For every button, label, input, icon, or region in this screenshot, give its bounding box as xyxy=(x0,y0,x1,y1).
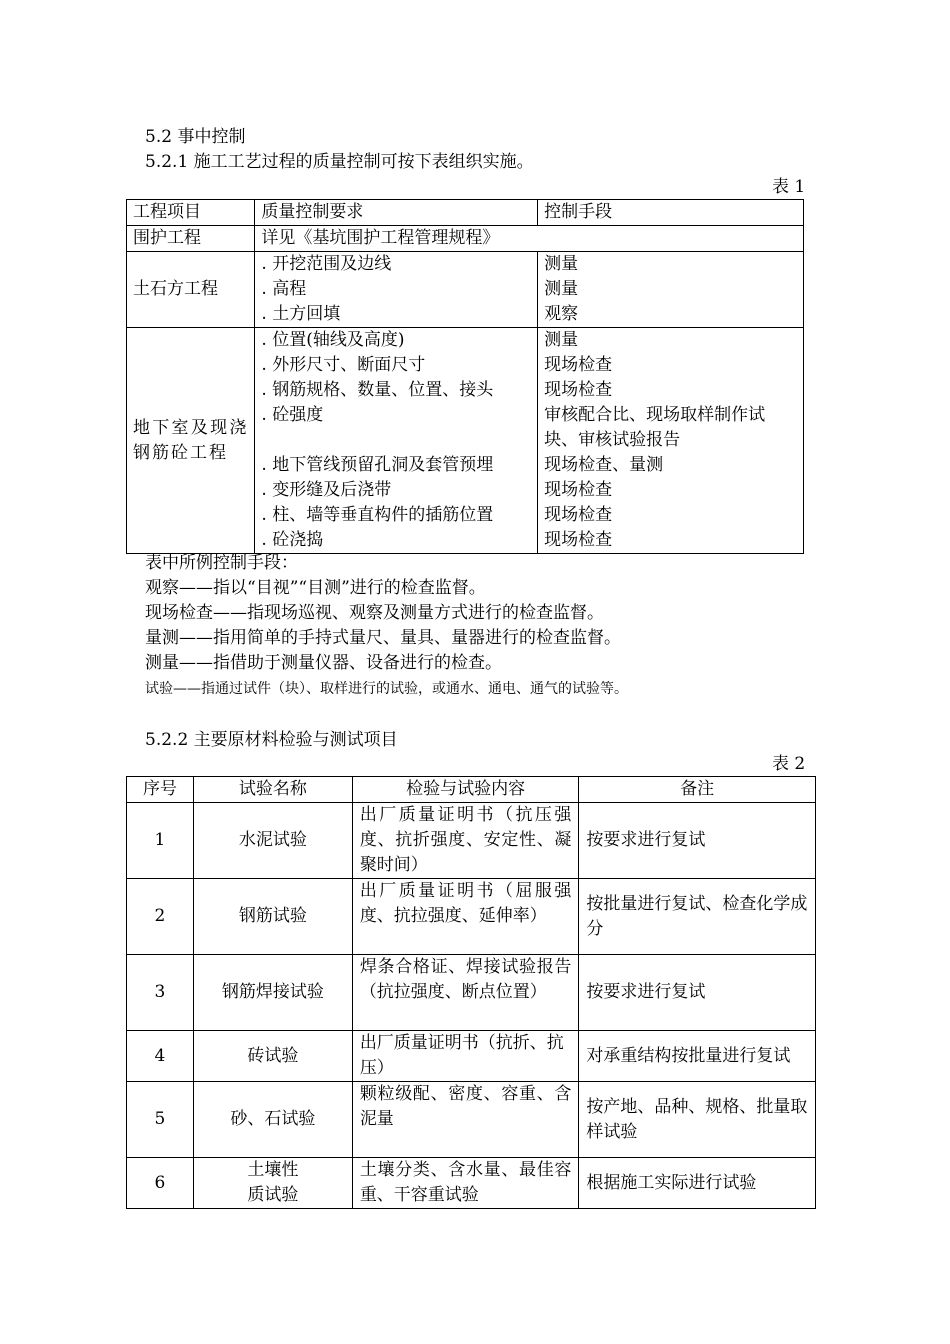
row-number: 1 xyxy=(127,803,194,879)
row-content: 出厂质量证明书（屈服强度、抗拉强度、延伸率） xyxy=(352,879,579,955)
row-content: 出厂质量证明书（抗折、抗压） xyxy=(352,1031,579,1082)
row-remark: 根据施工实际进行试验 xyxy=(579,1158,816,1209)
row-number: 2 xyxy=(127,879,194,955)
section2-heading: 5.2.2 主要原材料检验与测试项目 xyxy=(145,730,398,750)
means-line: 审核配合比、现场取样制作试 xyxy=(544,405,766,425)
row-test-name: 土壤性质试验 xyxy=(193,1158,352,1209)
requirement-line: . 砼浇捣 xyxy=(261,530,324,550)
table-row xyxy=(127,1031,816,1082)
row-number: 5 xyxy=(127,1082,194,1158)
row-remark: 按产地、品种、规格、批量取样试验 xyxy=(579,1082,816,1158)
note-item: 量测——指用简单的手持式量尺、量具、量器进行的检查监督。 xyxy=(145,628,621,648)
means-line: 现场检查、量测 xyxy=(544,455,664,475)
row-requirements xyxy=(255,252,538,328)
means-line: 现场检查 xyxy=(544,530,613,550)
table-header-row xyxy=(127,200,804,226)
table-row xyxy=(127,879,816,955)
header-cell: 控制手段 xyxy=(538,200,804,226)
row-remark: 按要求进行复试 xyxy=(579,955,816,1031)
requirement-line: . 砼强度 xyxy=(261,405,324,425)
table-row xyxy=(127,1082,816,1158)
requirement-line: . 柱、墙等垂直构件的插筋位置 xyxy=(261,505,494,525)
requirement-line xyxy=(261,428,531,453)
row-number: 6 xyxy=(127,1158,194,1209)
row-test-name: 水泥试验 xyxy=(193,803,352,879)
row-content: 焊条合格证、焊接试验报告（抗拉强度、断点位置） xyxy=(352,955,579,1031)
means-line: 测量 xyxy=(544,330,579,350)
requirement-line: . 钢筋规格、数量、位置、接头 xyxy=(261,380,494,400)
row-test-name: 砂、石试验 xyxy=(193,1082,352,1158)
row-test-name: 砖试验 xyxy=(193,1031,352,1082)
means-line: 现场检查 xyxy=(544,380,613,400)
note-item: 观察——指以“目视”“目测”进行的检查监督。 xyxy=(145,578,486,598)
row-means xyxy=(538,252,804,328)
means-line: 现场检查 xyxy=(544,480,613,500)
means-line: 观察 xyxy=(544,304,579,324)
note-small: 试验——指通过试件（块）、取样进行的试验，或通水、通电、通气的试验等。 xyxy=(145,681,628,697)
table1-label: 表 1 xyxy=(772,177,806,197)
requirement-line: . 土方回填 xyxy=(261,304,341,324)
row-remark: 按批量进行复试、检查化学成分 xyxy=(579,879,816,955)
row-item: 土石方工程 xyxy=(127,252,255,328)
requirement-line: . 高程 xyxy=(261,279,307,299)
means-line: 测量 xyxy=(544,279,579,299)
header-cell: 序号 xyxy=(127,777,194,803)
requirement-line: . 外形尺寸、断面尺寸 xyxy=(261,355,426,375)
header-cell: 试验名称 xyxy=(193,777,352,803)
means-line: 块、审核试验报告 xyxy=(544,430,681,450)
notes-title: 表中所例控制手段： xyxy=(145,553,298,573)
note-item: 测量——指借助于测量仪器、设备进行的检查。 xyxy=(145,653,502,673)
row-number: 3 xyxy=(127,955,194,1031)
table-row xyxy=(127,1158,816,1209)
row-test-name: 钢筋焊接试验 xyxy=(193,955,352,1031)
means-line: 现场检查 xyxy=(544,505,613,525)
row-requirements xyxy=(255,328,538,554)
header-cell: 检验与试验内容 xyxy=(352,777,579,803)
table-row xyxy=(127,328,804,554)
table-row xyxy=(127,803,816,879)
requirement-line: . 变形缝及后浇带 xyxy=(261,480,392,500)
table-row xyxy=(127,252,804,328)
requirement-line: . 开挖范围及边线 xyxy=(261,254,392,274)
section-intro: 5.2.1 施工工艺过程的质量控制可按下表组织实施。 xyxy=(145,152,534,172)
row-remark: 对承重结构按批量进行复试 xyxy=(579,1031,816,1082)
requirement-line: . 位置(轴线及高度) xyxy=(261,330,405,350)
row-number: 4 xyxy=(127,1031,194,1082)
means-line: 现场检查 xyxy=(544,355,613,375)
row-item: 围护工程 xyxy=(127,226,255,252)
header-cell: 工程项目 xyxy=(127,200,255,226)
header-cell: 备注 xyxy=(579,777,816,803)
row-content: 出厂质量证明书（抗压强度、抗折强度、安定性、凝聚时间） xyxy=(352,803,579,879)
row-content: 土壤分类、含水量、最佳容重、干容重试验 xyxy=(352,1158,579,1209)
means-line: 测量 xyxy=(544,254,579,274)
section-heading: 5.2 事中控制 xyxy=(145,127,246,147)
row-test-name: 钢筋试验 xyxy=(193,879,352,955)
row-requirement: 详见《基坑围护工程管理规程》 xyxy=(255,226,804,252)
table2-label: 表 2 xyxy=(772,754,806,774)
table-header-row xyxy=(127,777,816,803)
row-means xyxy=(538,328,804,554)
table-row xyxy=(127,226,804,252)
quality-control-table xyxy=(126,199,804,554)
note-item: 现场检查——指现场巡视、观察及测量方式进行的检查监督。 xyxy=(145,603,604,623)
row-item: 地下室及现浇钢筋砼工程 xyxy=(127,328,255,554)
row-content: 颗粒级配、密度、容重、含泥量 xyxy=(352,1082,579,1158)
material-test-table xyxy=(126,776,816,1209)
row-remark: 按要求进行复试 xyxy=(579,803,816,879)
table-row xyxy=(127,955,816,1031)
requirement-line: . 地下管线预留孔洞及套管预埋 xyxy=(261,455,494,475)
header-cell: 质量控制要求 xyxy=(255,200,538,226)
